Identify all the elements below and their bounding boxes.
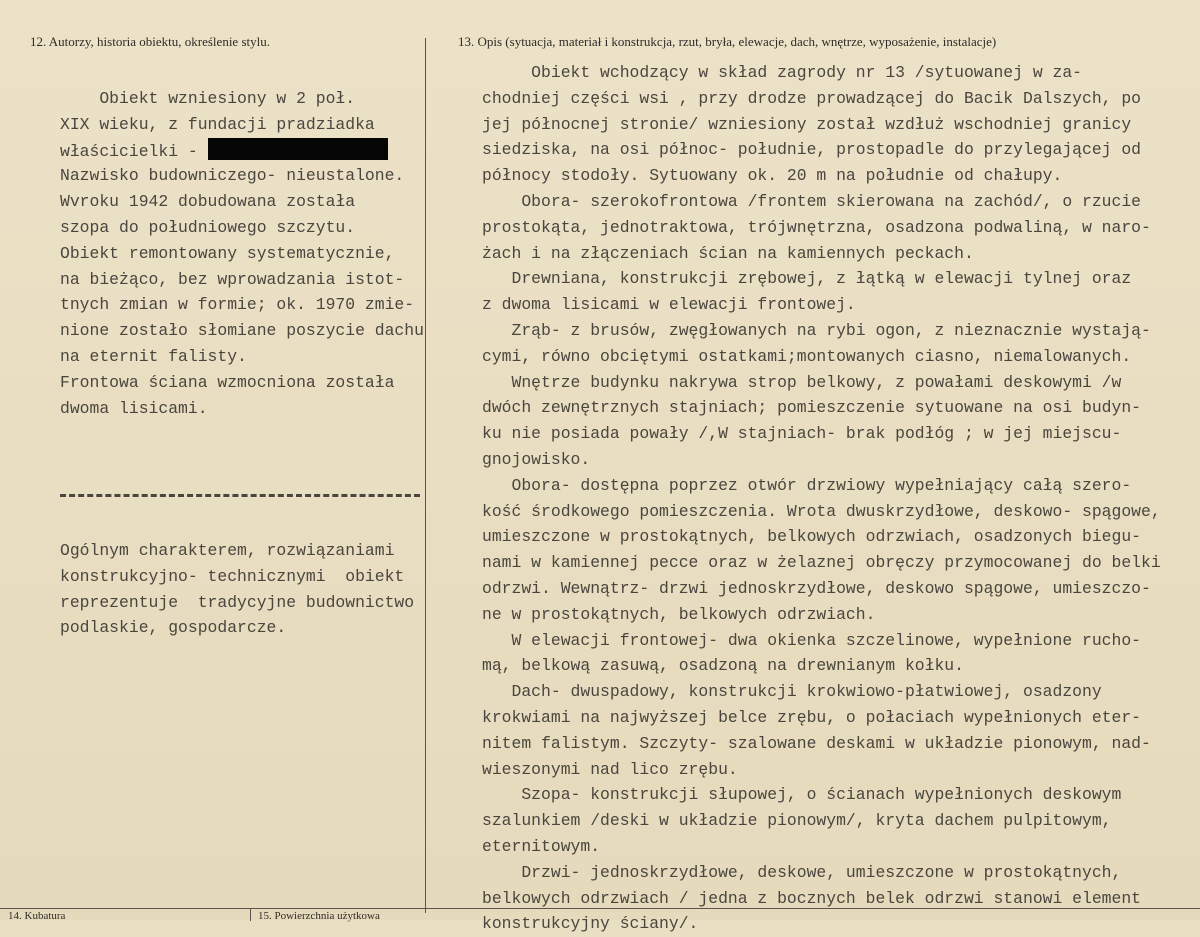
text-line — [482, 679, 1192, 705]
text-line — [482, 344, 1192, 370]
footer-label-area: 15. Powierzchnia użytkowa — [258, 910, 380, 922]
text-line-content: Zrąb- z brusów, zwęgłowanych na rybi ogon, z nieznacznie wystają- — [482, 320, 1151, 340]
text-line — [60, 538, 430, 564]
text-line-content: Obiekt wzniesiony w 2 poł. — [60, 89, 356, 108]
text-line — [482, 318, 1192, 344]
text-line — [482, 86, 1192, 112]
text-line-content: właścicielki - — [60, 141, 198, 161]
text-line — [482, 499, 1192, 525]
text-line-content: chodniej części wsi , przy drodze prowadzącej do Bacik Dalszych, po — [482, 88, 1142, 108]
text-line — [60, 112, 430, 138]
text-line — [482, 292, 1192, 318]
text-line-content: konstrukcyjny ściany/. — [482, 914, 699, 934]
text-line-content: dwoma lisicami. — [60, 398, 208, 418]
text-line — [482, 705, 1192, 731]
text-line-content: szalunkiem /deski w układzie pionowym/, kryta dachem pulpitowym, — [482, 811, 1112, 831]
text-line-content: szopa do południowego szczytu. — [60, 217, 356, 237]
text-line — [60, 615, 430, 641]
text-line-content: Obora- dostępna poprzez otwór drzwiowy wypełniający całą szero- — [482, 475, 1132, 495]
text-line — [482, 524, 1192, 550]
description-text — [482, 60, 1192, 937]
text-line-content: krokwiami na najwyższej belce zrębu, o połaciach wypełnionych eter- — [482, 707, 1142, 727]
section-13-heading: 13. Opis (sytuacja, materiał i konstrukcja, rzut, bryła, elewacje, dach, wnętrze, wyposażenie, instalacje) — [458, 34, 997, 49]
text-line — [482, 189, 1192, 215]
text-line — [482, 112, 1192, 138]
text-line — [482, 834, 1192, 860]
text-line-content: Dach- dwuspadowy, konstrukcji krokwiowo-płatwiowej, osadzony — [482, 682, 1102, 702]
text-line-content: konstrukcyjno- technicznymi obiekt — [60, 566, 405, 586]
text-line — [60, 163, 430, 189]
text-line-content: Drewniana, konstrukcji zrębowej, z łątką w elewacji tylnej oraz — [482, 269, 1132, 289]
text-line-content: prostokąta, jednotraktowa, trójwnętrzna, osadzona podwaliną, w naro- — [482, 217, 1151, 237]
text-line-content: Drzwi- jednoskrzydłowe, deskowe, umieszczone w prostokątnych, — [482, 862, 1122, 882]
text-line — [60, 344, 430, 370]
text-line-content: Obiekt wchodzący w skład zagrody nr 13 /sytuowanej w za- — [482, 63, 1082, 82]
text-line — [60, 215, 430, 241]
text-line-content: Obiekt remontowany systematycznie, — [60, 243, 395, 263]
footer-label-volume: 14. Kubatura — [8, 910, 66, 922]
text-line — [482, 808, 1192, 834]
dashed-separator — [60, 494, 420, 503]
text-line-content: mą, belkową zasuwą, osadzoną na drewnianym kołku. — [482, 656, 964, 676]
text-line-content: jej północnej stronie/ wzniesiony został wzdłuż wschodniej granicy — [482, 114, 1132, 134]
text-line-content: cymi, równo obciętymi ostatkami;montowanych ciasno, niemalowanych. — [482, 346, 1132, 366]
text-line — [60, 318, 430, 344]
text-line-content: Ogólnym charakterem, rozwiązaniami — [60, 541, 395, 560]
footer-tick — [250, 909, 251, 921]
text-line-content: podlaskie, gospodarcze. — [60, 618, 287, 638]
text-line — [60, 590, 430, 616]
text-line-content: Obora- szerokofrontowa /frontem skierowana na zachód/, o rzucie — [482, 191, 1142, 211]
text-line — [482, 395, 1192, 421]
text-line-content: reprezentuje tradycyjne budownictwo — [60, 592, 415, 612]
text-line — [482, 370, 1192, 396]
text-line-content: na eternit falisty. — [60, 346, 247, 366]
footer-box — [0, 908, 1200, 921]
text-line — [60, 189, 430, 215]
text-line — [482, 241, 1192, 267]
text-line — [482, 215, 1192, 241]
text-line — [482, 731, 1192, 757]
text-line — [60, 267, 430, 293]
style-text — [60, 538, 430, 641]
text-line-content: północy stodoły. Sytuowany ok. 20 m na południe od chałupy. — [482, 166, 1063, 186]
text-line — [482, 137, 1192, 163]
text-line-content: z dwoma lisicami w elewacji frontowej. — [482, 295, 856, 315]
text-line-content: Frontowa ściana wzmocniona została — [60, 372, 395, 392]
text-line — [60, 138, 430, 164]
text-line-content: żach i na złączeniach ścian na kamiennych peckach. — [482, 243, 974, 263]
text-line — [482, 266, 1192, 292]
text-line-content: gnojowisko. — [482, 449, 591, 469]
history-text — [60, 86, 430, 421]
text-line-content: odrzwi. Wewnątrz- drzwi jednoskrzydłowe, deskowo spągowe, umieszczo- — [482, 578, 1151, 598]
text-line-content: eternitowym. — [482, 836, 601, 856]
text-line-content: XIX wieku, z fundacji pradziadka — [60, 114, 375, 134]
text-line — [482, 163, 1192, 189]
text-line-content: ku nie posiada powały /,W stajniach- brak podłóg ; w jej miejscu- — [482, 424, 1122, 444]
text-line-content: Wvroku 1942 dobudowana została — [60, 192, 356, 212]
text-line — [60, 86, 430, 112]
text-line-content: Wnętrze budynku nakrywa strop belkowy, z powałami deskowymi /w — [482, 372, 1122, 392]
text-line — [482, 860, 1192, 886]
text-line-content: ne w prostokątnych, belkowych odrzwiach. — [482, 604, 876, 624]
text-line-content: Nazwisko budowniczego- nieustalone. — [60, 166, 405, 186]
text-line — [482, 473, 1192, 499]
text-line — [482, 757, 1192, 783]
text-line — [482, 782, 1192, 808]
text-line-content: W elewacji frontowej- dwa okienka szczelinowe, wypełnione rucho- — [482, 630, 1142, 650]
text-line-content: na bieżąco, bez wprowadzania istot- — [60, 269, 405, 289]
text-line-content: kość środkowego pomieszczenia. Wrota dwuskrzydłowe, deskowo- spągowe, — [482, 501, 1161, 521]
redaction-block — [208, 138, 388, 160]
text-line — [60, 370, 430, 396]
text-line-content: nami w kamiennej pecce oraz w żelaznej obręczy przymocowanej do belki — [482, 553, 1161, 573]
text-line-content: wieszonymi nad lico zrębu. — [482, 759, 738, 779]
text-line — [482, 550, 1192, 576]
text-line — [482, 60, 1192, 86]
text-line-content: nione zostało słomiane poszycie dachu — [60, 321, 424, 341]
text-line — [482, 653, 1192, 679]
text-line — [482, 421, 1192, 447]
text-line-content: siedziska, na osi północ- południe, prostopadle do przylegającej od — [482, 140, 1142, 160]
text-line-content: belkowych odrzwiach / jedna z bocznych belek odrzwi stanowi element — [482, 888, 1142, 908]
text-line — [482, 576, 1192, 602]
text-line — [60, 564, 430, 590]
text-line-content: Szopa- konstrukcji słupowej, o ścianach wypełnionych deskowym — [482, 785, 1122, 805]
text-line-content: tnych zmian w formie; ok. 1970 zmie- — [60, 295, 415, 315]
text-line — [482, 628, 1192, 654]
text-line — [60, 292, 430, 318]
text-line — [60, 396, 430, 422]
text-line — [482, 602, 1192, 628]
section-12-heading: 12. Autorzy, historia obiektu, określenie stylu. — [30, 34, 270, 49]
text-line — [482, 447, 1192, 473]
text-line-content: dwóch zewnętrznych stajniach; pomieszczenie sytuowane na osi budyn- — [482, 398, 1142, 418]
text-line-content: nitem falistym. Szczyty- szalowane deskami w układzie pionowym, nad- — [482, 733, 1151, 753]
text-line — [60, 241, 430, 267]
text-line-content: umieszczone w prostokątnych, belkowych odrzwiach, osadzonych biegu- — [482, 527, 1142, 547]
